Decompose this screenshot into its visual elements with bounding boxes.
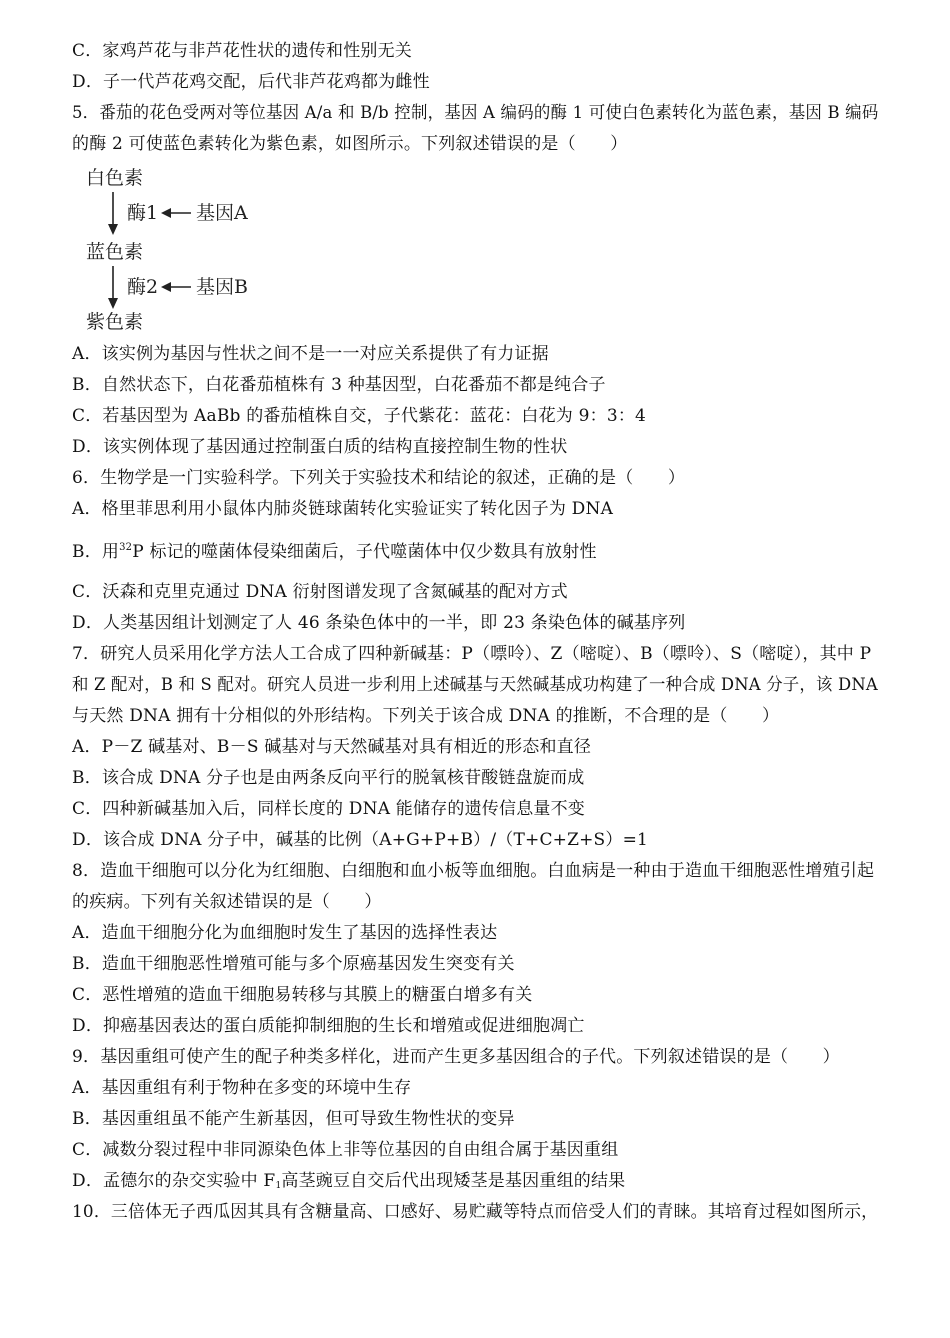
enzyme1-label: 酶1 <box>127 202 159 224</box>
q6-option-c: C．沃森和克里克通过 DNA 衍射图谱发现了含氮碱基的配对方式 <box>72 582 568 602</box>
q6-option-d: D．人类基因组计划测定了人 46 条染色体中的一半，即 23 条染色体的碱基序列 <box>72 613 686 633</box>
q9-option-a: A．基因重组有利于物种在多变的环境中生存 <box>72 1078 412 1098</box>
pigment-blue-label: 蓝色素 <box>86 241 144 263</box>
left-arrow-icon <box>160 280 192 294</box>
q8-stem-line1: 8．造血干细胞可以分化为红细胞、白细胞和血小板等血细胞。白血病是一种由于造血干细胞恶性增殖引起 <box>72 861 875 881</box>
q6-option-a: A．格里菲思利用小鼠体内肺炎链球菌转化实验证实了转化因子为 DNA <box>72 499 614 519</box>
gene-a-label: 基因A <box>196 202 248 224</box>
q6-option-b-prefix: B．用 <box>72 542 120 562</box>
q7-stem-line1: 7．研究人员采用化学方法人工合成了四种新碱基：P（嘌呤）、Z（嘧啶）、B（嘌呤）、S（嘧啶），其中 P <box>72 644 872 664</box>
q6-option-b-text: P 标记的噬菌体侵染细菌后，子代噬菌体中仅少数具有放射性 <box>132 542 597 562</box>
q7-option-c: C．四种新碱基加入后，同样长度的 DNA 能储存的遗传信息量不变 <box>72 799 585 819</box>
q5-option-c: C．若基因型为 AaBb 的番茄植株自交，子代紫花：蓝花：白花为 9：3：4 <box>72 406 647 426</box>
generation-subscript: 1 <box>275 1181 282 1191</box>
q8-stem-line2: 的疾病。下列有关叙述错误的是（ ） <box>72 892 382 912</box>
left-arrow-icon <box>160 206 192 220</box>
q5-option-a: A．该实例为基因与性状之间不是一一对应关系提供了有力证据 <box>72 344 549 364</box>
q8-option-d: D．抑癌基因表达的蛋白质能抑制细胞的生长和增殖或促进细胞凋亡 <box>72 1016 585 1036</box>
q8-option-c: C．恶性增殖的造血干细胞易转移与其膜上的糖蛋白增多有关 <box>72 985 533 1005</box>
q7-option-d: D．该合成 DNA 分子中，碱基的比例（A+G+P+B）/（T+C+Z+S）=1 <box>72 830 649 850</box>
q5-option-d: D．该实例体现了基因通过控制蛋白质的结构直接控制生物的性状 <box>72 437 568 457</box>
down-arrow-icon <box>106 264 120 310</box>
pigment-purple-label: 紫色素 <box>86 311 144 333</box>
q7-stem-line2: 和 Z 配对，B 和 S 配对。研究人员进一步利用上述碱基与天然碱基成功构建了一种合成 DNA 分子，该 DNA <box>72 675 878 695</box>
isotope-mass-number: 32 <box>119 542 133 553</box>
q8-option-b: B．造血干细胞恶性增殖可能与多个原癌基因发生突变有关 <box>72 954 515 974</box>
q7-option-b: B．该合成 DNA 分子也是由两条反向平行的脱氧核苷酸链盘旋而成 <box>72 768 585 788</box>
pigment-white-label: 白色素 <box>86 167 144 189</box>
q5-stem-line1: 5．番茄的花色受两对等位基因 A/a 和 B/b 控制，基因 A 编码的酶 1 可使白色素转化为蓝色素，基因 B 编码 <box>72 103 879 123</box>
enzyme2-label: 酶2 <box>127 276 159 298</box>
q6-option-b <box>72 541 597 563</box>
q7-option-a: A．P－Z 碱基对、B－S 碱基对与天然碱基对具有相近的形态和直径 <box>72 737 592 757</box>
q9-stem: 9．基因重组可使产生的配子种类多样化，进而产生更多基因组合的子代。下列叙述错误的是（ ） <box>72 1047 840 1067</box>
q9-option-b: B．基因重组虽不能产生新基因，但可导致生物性状的变异 <box>72 1109 515 1129</box>
q8-option-a: A．造血干细胞分化为血细胞时发生了基因的选择性表达 <box>72 923 498 943</box>
q4-option-d: D．子一代芦花鸡交配，后代非芦花鸡都为雌性 <box>72 72 430 92</box>
q9-option-d-text: 高茎豌豆自交后代出现矮茎是基因重组的结果 <box>281 1171 626 1191</box>
q7-stem-line3: 与天然 DNA 拥有十分相似的外形结构。下列关于该合成 DNA 的推断，不合理的是（ ） <box>72 706 780 726</box>
down-arrow-icon <box>106 190 120 236</box>
q5-stem-line2: 的酶 2 可使蓝色素转化为紫色素，如图所示。下列叙述错误的是（ ） <box>72 134 628 154</box>
q9-option-c: C．减数分裂过程中非同源染色体上非等位基因的自由组合属于基因重组 <box>72 1140 619 1160</box>
q10-stem: 10．三倍体无子西瓜因其具有含糖量高、口感好、易贮藏等特点而倍受人们的青睐。其培育过程如图所示， <box>72 1202 879 1222</box>
q9-option-d <box>72 1170 625 1192</box>
gene-b-label: 基因B <box>196 276 248 298</box>
q5-option-b: B．自然状态下，白花番茄植株有 3 种基因型，白花番茄不都是纯合子 <box>72 375 606 395</box>
q6-stem: 6．生物学是一门实验科学。下列关于实验技术和结论的叙述，正确的是（ ） <box>72 468 686 488</box>
q9-option-d-prefix: D．孟德尔的杂交实验中 F <box>72 1171 276 1191</box>
q4-option-c: C．家鸡芦花与非芦花性状的遗传和性别无关 <box>72 41 413 61</box>
